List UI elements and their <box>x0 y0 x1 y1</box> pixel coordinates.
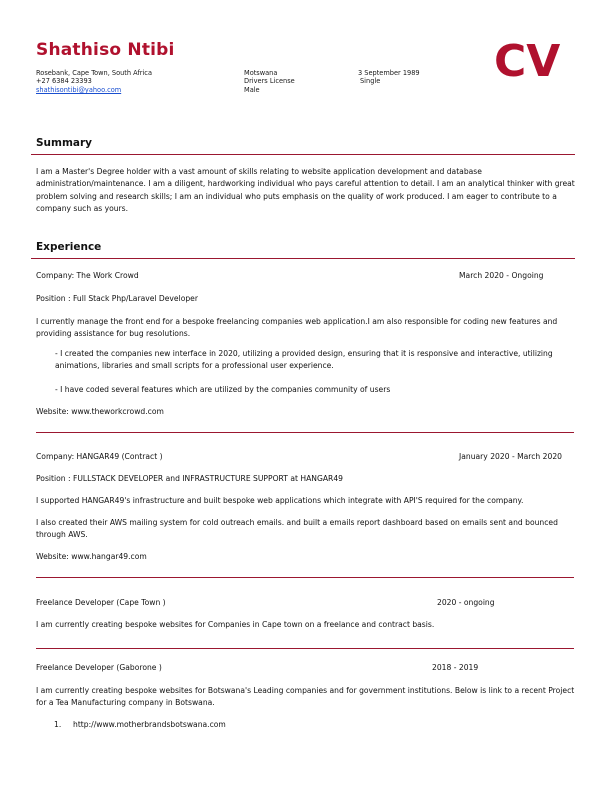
job1-dates: March 2020 - Ongoing <box>459 271 544 280</box>
job4-dates: 2018 - 2019 <box>432 663 479 672</box>
job2-description-2: I also created their AWS mailing system for cold outreach emails. and built a emails report dashboard based on emails sent and bounced through AWS. <box>36 518 558 540</box>
experience-divider <box>31 258 575 259</box>
job1-bullet-1: - I created the companies new interface in 2020, utilizing a provided design, ensuring that it is responsive and interactive, utilizing animations, libraries and small scripts for a professional user experience. <box>55 349 553 371</box>
job1-position: Position : Full Stack Php/Laravel Developer <box>36 294 198 303</box>
license: Drivers License <box>244 77 295 85</box>
summary-heading: Summary <box>36 137 93 149</box>
job4-list-number: 1. <box>54 720 62 729</box>
job1-company: Company: The Work Crowd <box>36 271 139 280</box>
job2-description-1: I supported HANGAR49's infrastructure and built bespoke web applications which integrate with API'S required for the company. <box>36 496 524 505</box>
job2-website[interactable]: Website: www.hangar49.com <box>36 552 147 561</box>
job2-dates: January 2020 - March 2020 <box>459 452 562 461</box>
gender: Male <box>244 86 260 94</box>
job3-divider <box>36 648 574 649</box>
summary-divider <box>31 154 575 155</box>
job3-dates: 2020 - ongoing <box>437 598 495 607</box>
job4-title: Freelance Developer (Gaborone ) <box>36 663 162 672</box>
job1-bullet-2: - I have coded several features which are utilized by the companies community of users <box>55 385 391 394</box>
applicant-name: Shathiso Ntibi <box>36 40 175 60</box>
job1-website[interactable]: Website: www.theworkcrowd.com <box>36 407 164 416</box>
marital-status: Single <box>360 77 381 85</box>
cv-badge: CV <box>494 36 561 87</box>
job2-company: Company: HANGAR49 (Contract ) <box>36 452 163 461</box>
job2-position: Position : FULLSTACK DEVELOPER and INFRASTRUCTURE SUPPORT at HANGAR49 <box>36 474 343 483</box>
job2-divider <box>36 577 574 578</box>
job1-description: I currently manage the front end for a bespoke freelancing companies web application.I am also responsible for coding new features and providing assistance for bug resolutions. <box>36 317 558 339</box>
nationality: Motswana <box>244 69 278 77</box>
job4-project-link[interactable]: http://www.motherbrandsbotswana.com <box>73 720 226 729</box>
phone: +27 6384 23393 <box>36 77 92 85</box>
date-of-birth: 3 September 1989 <box>358 69 420 77</box>
job4-description: I am currently creating bespoke websites for Botswana's Leading companies and for government institutions. Below is link to a recent Project for a Tea Manufacturing company in Botswana. <box>36 686 575 708</box>
email-link[interactable]: shathisontibi@yahoo.com <box>36 86 122 94</box>
summary-text: I am a Master's Degree holder with a vast amount of skills relating to website application development and database administration/maintenance. I am a diligent, hardworking individual who pays careful attention to detail. I am an analytical thinker with great problem solving and research skills; I am an individual who puts emphasis on the quality of work produced. I am eager to contribute to a company such as yours. <box>36 167 575 214</box>
job3-title: Freelance Developer (Cape Town ) <box>36 598 166 607</box>
address: Rosebank, Cape Town, South Africa <box>36 69 152 77</box>
job1-divider <box>36 432 574 433</box>
experience-heading: Experience <box>36 241 102 253</box>
job3-description: I am currently creating bespoke websites for Companies in Cape town on a freelance and contract basis. <box>36 620 435 629</box>
